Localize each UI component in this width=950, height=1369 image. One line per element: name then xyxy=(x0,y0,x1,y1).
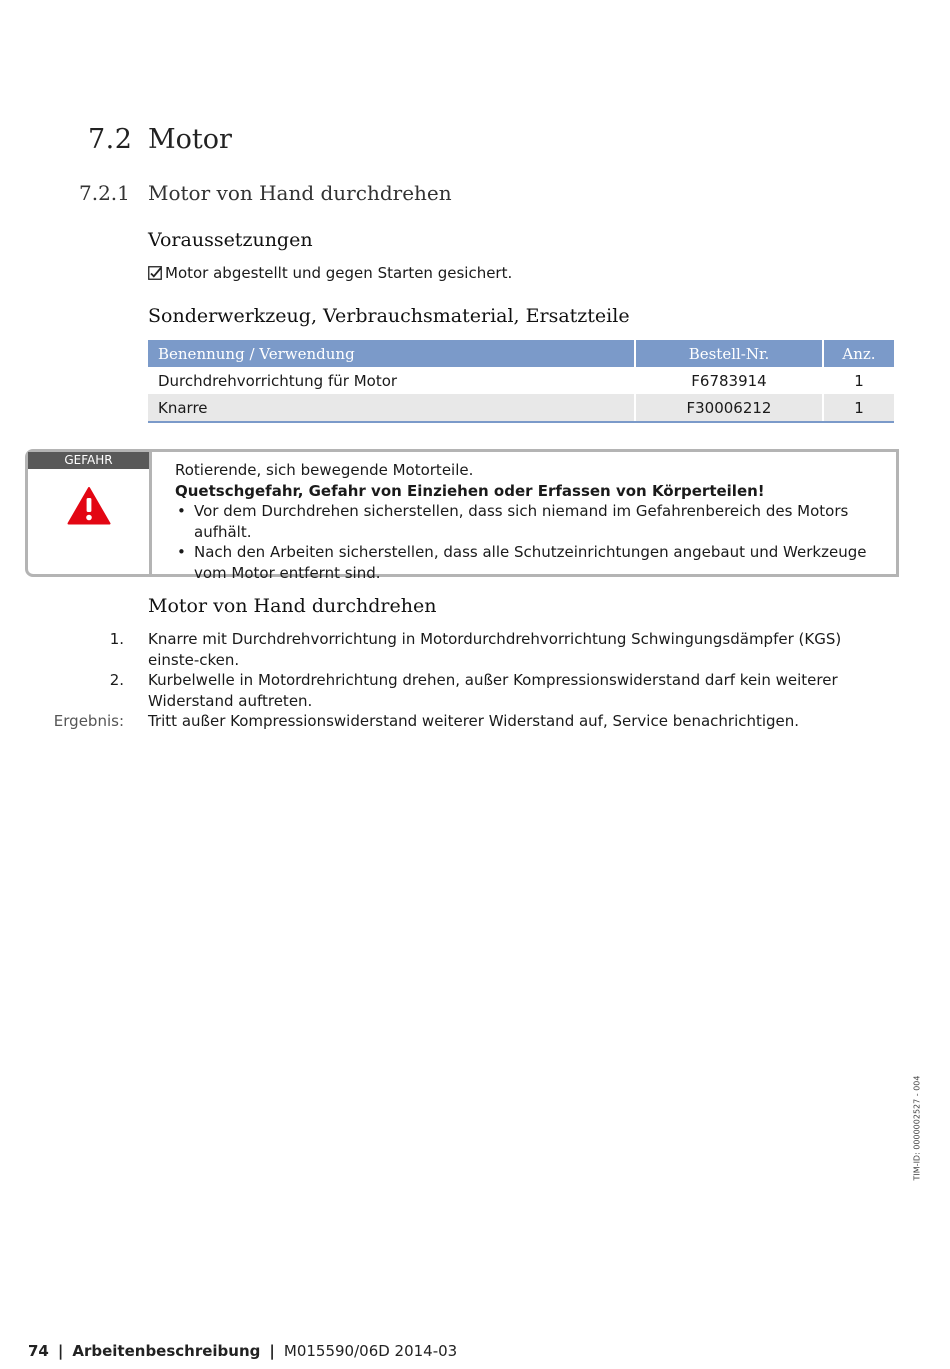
document-number: M015590/06D 2014-03 xyxy=(283,1342,458,1360)
table-row xyxy=(148,394,894,422)
page-footer xyxy=(28,1342,457,1360)
page-number: 74 xyxy=(28,1342,49,1360)
subsection-title: Motor von Hand durchdrehen xyxy=(148,181,452,205)
danger-label: GEFAHR xyxy=(28,452,149,469)
cell-order-number: F6783914 xyxy=(635,367,823,394)
danger-notice xyxy=(25,449,899,582)
prerequisite-item xyxy=(148,264,512,282)
tools-heading: Sonderwerkzeug, Verbrauchsmaterial, Ersatzteile xyxy=(148,305,630,327)
chapter-name: Arbeitenbeschreibung xyxy=(72,1342,261,1360)
step-text: Knarre mit Durchdrehvorrichtung in Motordurchdrehvorrichtung Schwingungsdämpfer (KGS) einste-cken. xyxy=(148,630,842,669)
cell-quantity: 1 xyxy=(854,371,864,390)
danger-notice-sidebar xyxy=(28,452,152,574)
result-label: Ergebnis: xyxy=(53,712,124,730)
procedure-step xyxy=(109,670,896,711)
section-title: Motor xyxy=(148,124,232,155)
cell-order-number: F30006212 xyxy=(635,394,823,422)
list-item: • Nach den Arbeiten sicherstellen, dass alle Schutzeinrichtungen angebaut und Werkzeuge vom Motor entfernt sind. xyxy=(175,542,890,583)
danger-hazard-line: Rotierende, sich bewegende Motorteile. xyxy=(175,461,474,479)
footer-separator: | xyxy=(57,1342,64,1360)
danger-notice-text xyxy=(175,460,890,583)
column-header-name: Benennung / Verwendung xyxy=(148,340,635,367)
step-text: Kurbelwelle in Motordrehrichtung drehen, außer Kompressionswiderstand darf kein weiterer Widerstand auftreten. xyxy=(148,671,838,710)
warning-triangle-icon xyxy=(67,486,111,530)
tim-id-label: TIM-ID: 0000002527 - 004 xyxy=(912,1075,922,1181)
footer-separator: | xyxy=(269,1342,275,1360)
section-number: 7.2 xyxy=(88,124,133,155)
table-header-row xyxy=(148,340,894,367)
column-header-order-number: Bestell-Nr. xyxy=(635,340,823,367)
prerequisites-heading: Voraussetzungen xyxy=(148,229,313,251)
column-header-quantity: Anz. xyxy=(823,340,894,367)
procedure-steps xyxy=(0,629,950,732)
checkbox-checked-icon xyxy=(148,266,162,280)
result-text: Tritt außer Kompressionswiderstand weiterer Widerstand auf, Service benachrichtigen. xyxy=(148,712,800,730)
list-item: • Vor dem Durchdrehen sicherstellen, dass sich niemand im Gefahrenbereich des Motors aufhält. xyxy=(175,501,890,542)
cell-quantity: 1 xyxy=(823,394,894,422)
prerequisite-text: Motor abgestellt und gegen Starten gesichert. xyxy=(165,264,513,282)
step-number: 2. xyxy=(109,671,124,689)
cell-name: Knarre xyxy=(148,394,635,422)
danger-measures-list xyxy=(175,501,890,583)
danger-consequence-line: Quetschgefahr, Gefahr von Einziehen oder Erfassen von Körperteilen! xyxy=(175,481,765,500)
table-row xyxy=(148,367,894,394)
subsection-number: 7.2.1 xyxy=(79,181,130,205)
cell-name: Durchdrehvorrichtung für Motor xyxy=(148,367,635,394)
procedure-heading: Motor von Hand durchdrehen xyxy=(148,595,437,617)
parts-table xyxy=(148,340,894,423)
procedure-result xyxy=(53,711,896,732)
step-number: 1. xyxy=(109,630,124,648)
procedure-step xyxy=(109,629,896,670)
